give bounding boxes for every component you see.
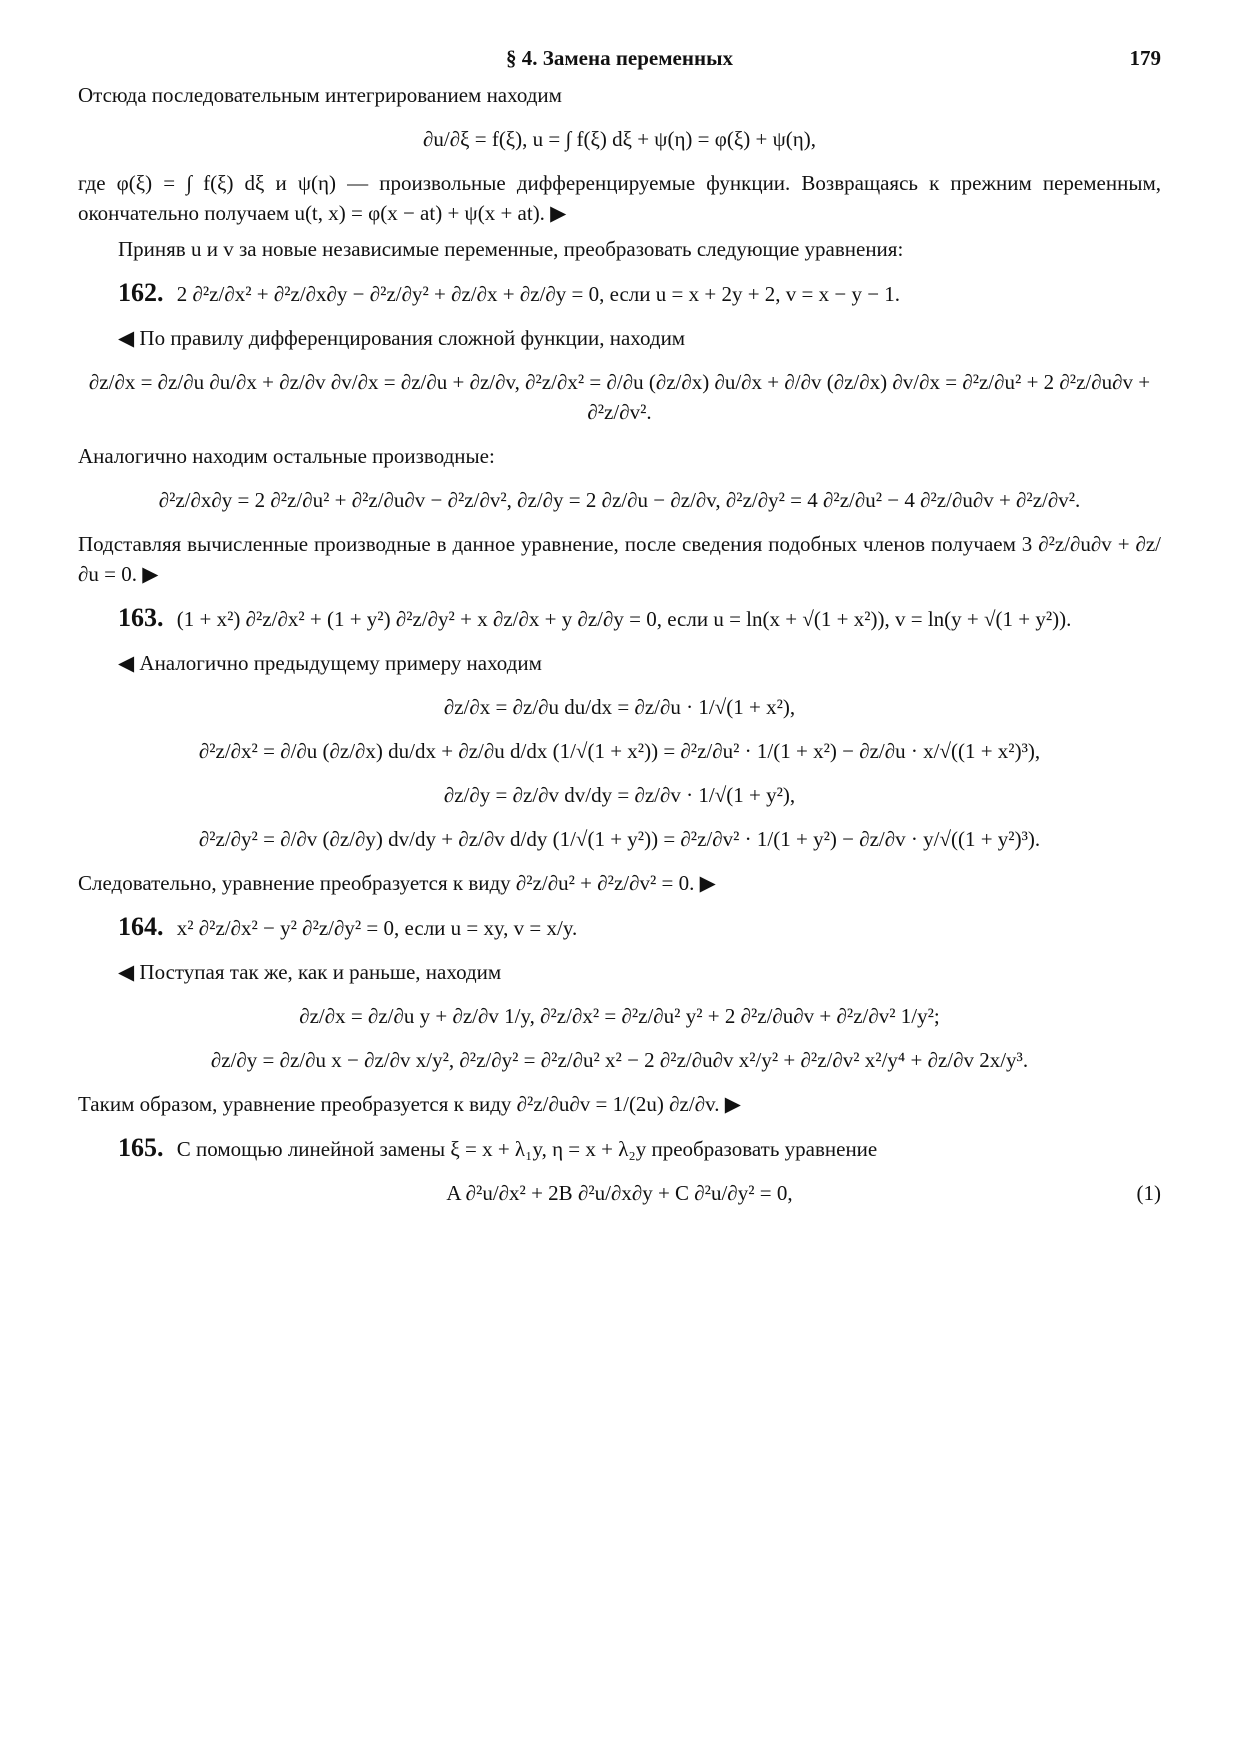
problem-number: 162.	[118, 278, 164, 307]
running-header	[78, 40, 1161, 80]
solution-start: ◀ Аналогично предыдущему примеру находим	[118, 651, 542, 675]
result-162: Подставляя вычисленные производные в данное уравнение, после сведения подобных членов получаем 3 ∂²z/∂u∂v + ∂z/∂u = 0. ▶	[78, 532, 1161, 586]
equation-164b: ∂z/∂y = ∂z/∂u x − ∂z/∂v x/y², ∂²z/∂y² = ∂²z/∂u² x² − 2 ∂²z/∂u∂v x²/y² + ∂²z/∂v² x²/y⁴ + ∂z/∂v 2x/y³.	[210, 1048, 1029, 1072]
result-163: Следовательно, уравнение преобразуется к виду ∂²z/∂u² + ∂²z/∂v² = 0. ▶	[78, 871, 716, 895]
equation-164a: ∂z/∂x = ∂z/∂u y + ∂z/∂v 1/y, ∂²z/∂x² = ∂²z/∂u² y² + 2 ∂²z/∂u∂v + ∂²z/∂v² 1/y²;	[299, 1004, 940, 1028]
problem-163	[78, 603, 1161, 634]
equation-integration: ∂u/∂ξ = f(ξ), u = ∫ f(ξ) dξ + ψ(η) = φ(ξ) + ψ(η),	[423, 127, 816, 151]
problem-number: 164.	[118, 912, 164, 941]
similar-text: Аналогично находим остальные производные:	[78, 444, 495, 468]
problem-equation: x² ∂²z/∂x² − y² ∂²z/∂y² = 0, если u = xy, v = x/y.	[176, 916, 578, 940]
equation-163b: ∂²z/∂x² = ∂/∂u (∂z/∂x) du/dx + ∂z/∂u d/dx (1/√(1 + x²)) = ∂²z/∂u² · 1/(1 + x²) − ∂z/∂u · x/√((1 + x²)³),	[198, 739, 1041, 763]
problem-number: 165.	[118, 1133, 164, 1162]
equation-162a: ∂z/∂x = ∂z/∂u ∂u/∂x + ∂z/∂v ∂v/∂x = ∂z/∂u + ∂z/∂v, ∂²z/∂x² = ∂/∂u (∂z/∂x) ∂u/∂x + ∂/∂v (∂z/∂x) ∂v/∂x = ∂²z/∂u² + 2 ∂²z/∂u∂v + ∂²z/∂v².	[88, 370, 1151, 424]
equation-body: A ∂²u/∂x² + 2B ∂²u/∂x∂y + C ∂²u/∂y² = 0,	[446, 1181, 793, 1205]
problem-equation: 2 ∂²z/∂x² + ∂²z/∂x∂y − ∂²z/∂y² + ∂z/∂x + ∂z/∂y = 0, если u = x + 2y + 2, v = x − y − 1.	[176, 282, 901, 306]
problem-164	[78, 912, 1161, 943]
equation-163a: ∂z/∂x = ∂z/∂u du/dx = ∂z/∂u · 1/√(1 + x²),	[443, 695, 796, 719]
problem-165	[78, 1133, 1161, 1164]
problem-equation: (1 + x²) ∂²z/∂x² + (1 + y²) ∂²z/∂y² + x ∂z/∂x + y ∂z/∂y = 0, если u = ln(x + √(1 + x²)), v = ln(y + √(1 + y²)).	[176, 607, 1072, 631]
page-number: 179	[1129, 46, 1161, 70]
solution-start: ◀ Поступая так же, как и раньше, находим	[118, 960, 502, 984]
solution-start: ◀ По правилу дифференцирования сложной функции, находим	[118, 326, 686, 350]
intro-line: Отсюда последовательным интегрированием находим	[78, 83, 562, 107]
problem-text: С помощью линейной замены ξ = x + λ₁y, η = x + λ₂y преобразовать уравнение	[176, 1137, 878, 1161]
intro-paragraph: где φ(ξ) = ∫ f(ξ) dξ и ψ(η) — произвольные дифференцируемые функции. Возвращаясь к прежним переменным, окончательно получаем u(t, x) = φ(x − at) + ψ(x + at). ▶	[78, 171, 1161, 225]
section-title: § 4. Замена переменных	[506, 46, 733, 70]
equation-163c: ∂z/∂y = ∂z/∂v dv/dy = ∂z/∂v · 1/√(1 + y²),	[443, 783, 796, 807]
equation-165	[78, 1178, 1161, 1208]
equation-tag: (1)	[1136, 1181, 1161, 1205]
problem-number: 163.	[118, 603, 164, 632]
problem-162	[78, 278, 1161, 309]
task-statement: Приняв u и v за новые независимые переменные, преобразовать следующие уравнения:	[118, 237, 904, 261]
result-164: Таким образом, уравнение преобразуется к виду ∂²z/∂u∂v = 1/(2u) ∂z/∂v. ▶	[78, 1092, 741, 1116]
equation-162b: ∂²z/∂x∂y = 2 ∂²z/∂u² + ∂²z/∂u∂v − ∂²z/∂v², ∂z/∂y = 2 ∂z/∂u − ∂z/∂v, ∂²z/∂y² = 4 ∂²z/∂u² − 4 ∂²z/∂u∂v + ∂²z/∂v².	[158, 488, 1081, 512]
equation-163d: ∂²z/∂y² = ∂/∂v (∂z/∂y) dv/dy + ∂z/∂v d/dy (1/√(1 + y²)) = ∂²z/∂v² · 1/(1 + y²) − ∂z/∂v · y/√((1 + y²)³).	[198, 827, 1041, 851]
